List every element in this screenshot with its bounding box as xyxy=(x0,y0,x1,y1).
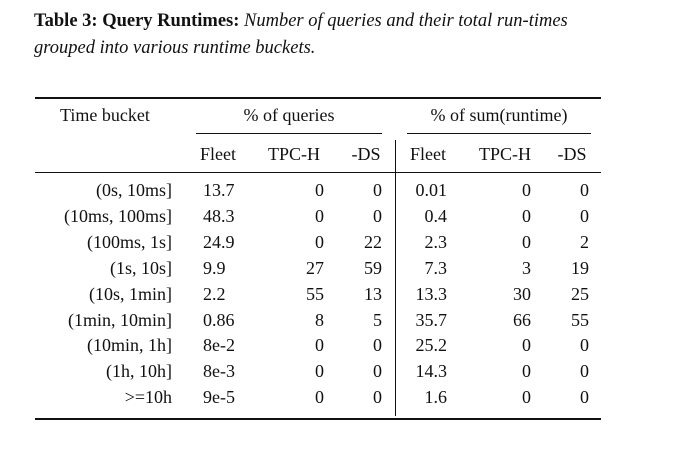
cell-queries-fleet: 9e-5 xyxy=(203,387,235,408)
cell-runtime-fleet: 7.3 xyxy=(424,257,447,278)
cell-runtime-tpch: 3 xyxy=(522,257,531,278)
caption-lead: Table 3: Query Runtimes: xyxy=(34,11,240,31)
cell-bucket: (100ms, 1s] xyxy=(87,231,172,252)
cell-queries-tpch: 0 xyxy=(315,387,324,408)
cell-queries-ds: 0 xyxy=(373,180,382,200)
cell-runtime-ds: 0 xyxy=(580,387,589,408)
cell-runtime-fleet: 2.3 xyxy=(424,231,447,252)
cell-runtime-tpch: 0 xyxy=(522,205,531,226)
cell-queries-ds: 5 xyxy=(373,309,382,330)
cell-queries-ds: 0 xyxy=(373,361,382,382)
header-queries: % of queries xyxy=(243,105,335,125)
bottom-rule xyxy=(35,418,601,420)
column-divider xyxy=(395,140,396,416)
cell-runtime-tpch: 0 xyxy=(522,361,531,382)
cell-queries-fleet: 24.9 xyxy=(203,231,235,252)
cell-queries-ds: 13 xyxy=(364,283,382,304)
cell-runtime-fleet: 0.4 xyxy=(424,205,447,226)
cell-queries-tpch: 0 xyxy=(315,205,324,226)
caption-text: Number of queries and their total run-times grouped into various runtime buckets. xyxy=(34,11,568,58)
cell-runtime-ds: 19 xyxy=(571,257,589,278)
cell-runtime-tpch: 0 xyxy=(522,231,531,252)
header-rule xyxy=(35,172,601,173)
cell-queries-ds: 22 xyxy=(364,231,382,252)
table-caption xyxy=(34,8,624,62)
cell-queries-ds: 59 xyxy=(364,257,382,278)
cell-runtime-ds: 55 xyxy=(571,309,589,330)
cell-queries-tpch: 0 xyxy=(315,361,324,382)
cell-bucket: (1h, 10h] xyxy=(106,361,172,382)
queries-group-rule xyxy=(196,133,382,134)
cell-runtime-ds: 0 xyxy=(580,361,589,382)
cell-runtime-fleet: 13.3 xyxy=(415,283,447,304)
cell-bucket: (10s, 1min] xyxy=(89,283,172,304)
cell-queries-fleet: 48.3 xyxy=(203,205,235,226)
subheader-runtime-fleet: Fleet xyxy=(410,144,446,164)
cell-queries-fleet: 13.7 xyxy=(203,180,235,200)
cell-bucket: (0s, 10ms] xyxy=(96,180,172,200)
top-rule xyxy=(35,97,601,99)
cell-bucket: >=10h xyxy=(124,387,172,408)
cell-runtime-tpch: 0 xyxy=(522,180,531,200)
cell-queries-tpch: 27 xyxy=(306,257,324,278)
header-runtime: % of sum(runtime) xyxy=(430,105,568,125)
cell-runtime-ds: 0 xyxy=(580,180,589,200)
cell-runtime-fleet: 0.01 xyxy=(415,180,447,200)
cell-runtime-tpch: 66 xyxy=(513,309,531,330)
subheader-runtime-tpch: TPC-H xyxy=(478,144,531,164)
cell-queries-fleet: 2.2 xyxy=(203,283,226,304)
cell-queries-fleet: 8e-2 xyxy=(203,335,235,356)
cell-queries-tpch: 8 xyxy=(315,309,324,330)
cell-runtime-fleet: 14.3 xyxy=(415,361,447,382)
cell-runtime-ds: 0 xyxy=(580,335,589,356)
runtime-group-rule xyxy=(407,133,591,134)
cell-bucket: (10min, 1h] xyxy=(87,335,172,356)
cell-runtime-ds: 2 xyxy=(580,231,589,252)
cell-runtime-ds: 0 xyxy=(580,205,589,226)
cell-queries-tpch: 55 xyxy=(306,283,324,304)
cell-bucket: (1s, 10s] xyxy=(110,257,172,278)
cell-bucket: (10ms, 100ms] xyxy=(64,205,172,226)
cell-queries-ds: 0 xyxy=(373,205,382,226)
cell-queries-ds: 0 xyxy=(373,335,382,356)
cell-queries-fleet: 9.9 xyxy=(203,257,226,278)
cell-queries-fleet: 0.86 xyxy=(203,309,235,330)
cell-runtime-ds: 25 xyxy=(571,283,589,304)
subheader-queries-fleet: Fleet xyxy=(200,144,236,164)
cell-runtime-fleet: 25.2 xyxy=(415,335,447,356)
cell-runtime-tpch: 0 xyxy=(522,335,531,356)
cell-queries-fleet: 8e-3 xyxy=(203,361,235,382)
header-time-bucket: Time bucket xyxy=(60,105,150,125)
cell-queries-tpch: 0 xyxy=(315,335,324,356)
cell-runtime-fleet: 1.6 xyxy=(424,387,447,408)
cell-runtime-tpch: 0 xyxy=(522,387,531,408)
subheader-queries-ds: -DS xyxy=(351,144,381,164)
cell-queries-tpch: 0 xyxy=(315,180,324,200)
cell-queries-ds: 0 xyxy=(373,387,382,408)
cell-bucket: (1min, 10min] xyxy=(68,309,172,330)
subheader-runtime-ds: -DS xyxy=(557,144,587,164)
cell-queries-tpch: 0 xyxy=(315,231,324,252)
cell-runtime-fleet: 35.7 xyxy=(415,309,447,330)
cell-runtime-tpch: 30 xyxy=(513,283,531,304)
subheader-queries-tpch: TPC-H xyxy=(267,144,320,164)
